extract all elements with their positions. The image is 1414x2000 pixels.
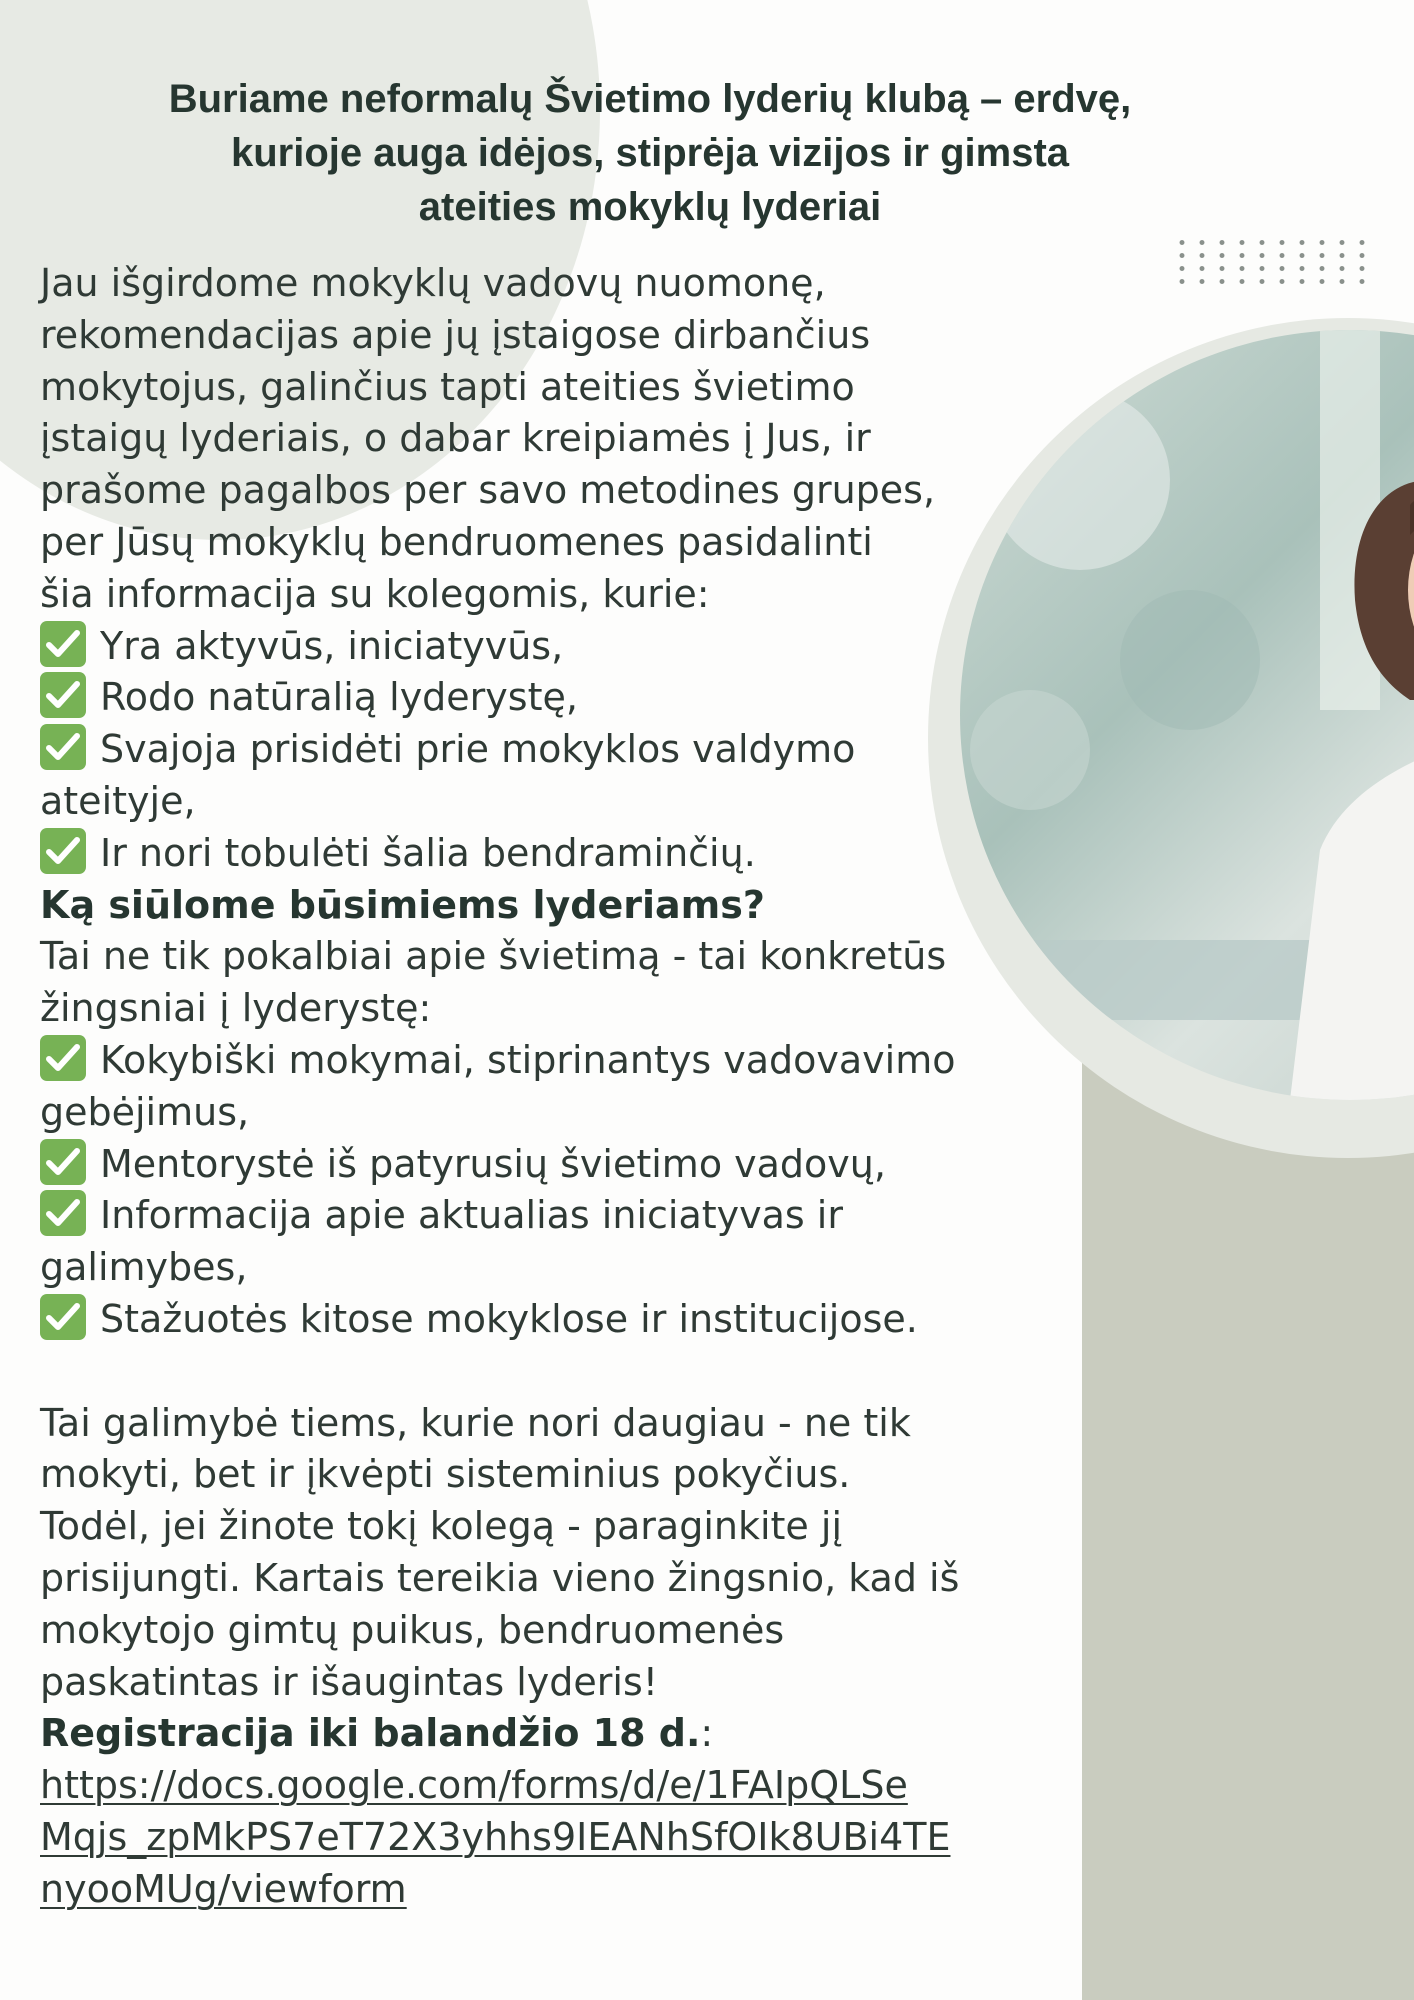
check-mark-icon — [40, 724, 86, 770]
offer-text-continued: galimybes, — [40, 1245, 248, 1290]
intro-line: prašome pagalbos per savo metodines grupes, — [40, 468, 936, 513]
offer-heading: Ką siūlome būsimiems lyderiams? — [40, 882, 765, 927]
closing-line: mokyti, bet ir įkvėpti sisteminius pokyčius. — [40, 1452, 851, 1497]
offer-text: Informacija apie aktualias iniciatyvas ir — [100, 1193, 843, 1238]
offer-text-continued: gebėjimus, — [40, 1089, 250, 1134]
intro-line: per Jūsų mokyklų bendruomenes pasidalinti — [40, 519, 873, 564]
offer-intro-line: Tai ne tik pokalbiai apie švietimą - tai konkretūs — [40, 934, 947, 979]
check-mark-icon — [40, 621, 86, 667]
intro-line: Jau išgirdome mokyklų vadovų nuomonę, — [40, 261, 826, 305]
offer-text: Stažuotės kitose mokyklose ir institucijose. — [100, 1296, 918, 1341]
criteria-text: Rodo natūralią lyderystę, — [100, 675, 578, 720]
side-color-panel — [1082, 1040, 1414, 2000]
intro-line: rekomendacijas apie jų įstaigose dirbančius — [40, 312, 871, 357]
intro-line: įstaigų lyderiais, o dabar kreipiamės į Jus, ir — [40, 416, 871, 461]
check-mark-icon — [40, 1294, 86, 1340]
registration-link[interactable]: https://docs.google.com/forms/d/e/1FAIpQLSe — [40, 1763, 908, 1808]
spacer — [40, 1346, 1080, 1398]
registration-link[interactable]: Mqjs_zpMkPS7eT72X3yhhs9IEANhSfOIk8UBi4TE — [40, 1814, 951, 1859]
criteria-text: Ir nori tobulėti šalia bendraminčių. — [100, 830, 756, 875]
check-mark-icon — [40, 1035, 86, 1081]
closing-line: paskatintas ir išaugintas lyderis! — [40, 1659, 659, 1704]
registration-colon: : — [700, 1711, 714, 1756]
dot-grid-decoration — [1172, 236, 1374, 292]
offer-text: Kokybiški mokymai, stiprinantys vadovavimo — [100, 1037, 956, 1082]
criteria-item — [40, 828, 1080, 880]
page-title — [100, 72, 1200, 234]
offer-item — [40, 1190, 1080, 1242]
offer-item — [40, 1139, 1080, 1191]
criteria-item — [40, 724, 1080, 776]
title-line: ateities mokyklų lyderiai — [418, 185, 882, 229]
criteria-text: Svajoja prisidėti prie mokyklos valdymo — [100, 727, 856, 772]
offer-intro-line: žingsniai į lyderystę: — [40, 986, 432, 1031]
closing-line: prisijungti. Kartais tereikia vieno žingsnio, kad iš — [40, 1555, 960, 1600]
check-mark-icon — [40, 1190, 86, 1236]
registration-link[interactable]: nyooMUg/viewform — [40, 1866, 407, 1911]
registration-label: Registracija iki balandžio 18 d. — [40, 1711, 701, 1756]
criteria-text: Yra aktyvūs, iniciatyvūs, — [100, 623, 564, 668]
title-line: kurioje auga idėjos, stiprėja vizijos ir gimsta — [230, 131, 1070, 175]
intro-line: šia informacija su kolegomis, kurie: — [40, 571, 710, 616]
closing-line: Tai galimybė tiems, kurie nori daugiau - ne tik — [40, 1400, 911, 1445]
offer-item — [40, 1294, 1080, 1346]
criteria-item — [40, 672, 1080, 724]
check-mark-icon — [40, 828, 86, 874]
title-line: Buriame neformalų Švietimo lyderių klubą – erdvę, — [168, 77, 1132, 121]
offer-text: Mentorystė iš patyrusių švietimo vadovų, — [100, 1141, 886, 1186]
closing-line: Todėl, jei žinote tokį kolegą - paraginkite jį — [40, 1504, 843, 1549]
criteria-text-continued: ateityje, — [40, 778, 196, 823]
closing-line: mokytojo gimtų puikus, bendruomenės — [40, 1607, 785, 1652]
criteria-item — [40, 621, 1080, 673]
check-mark-icon — [40, 1139, 86, 1185]
check-mark-icon — [40, 672, 86, 718]
registration-deadline — [40, 1708, 1080, 1760]
intro-line: mokytojus, galinčius tapti ateities švietimo — [40, 364, 855, 409]
offer-item — [40, 1035, 1080, 1087]
body-text — [40, 258, 1080, 1916]
